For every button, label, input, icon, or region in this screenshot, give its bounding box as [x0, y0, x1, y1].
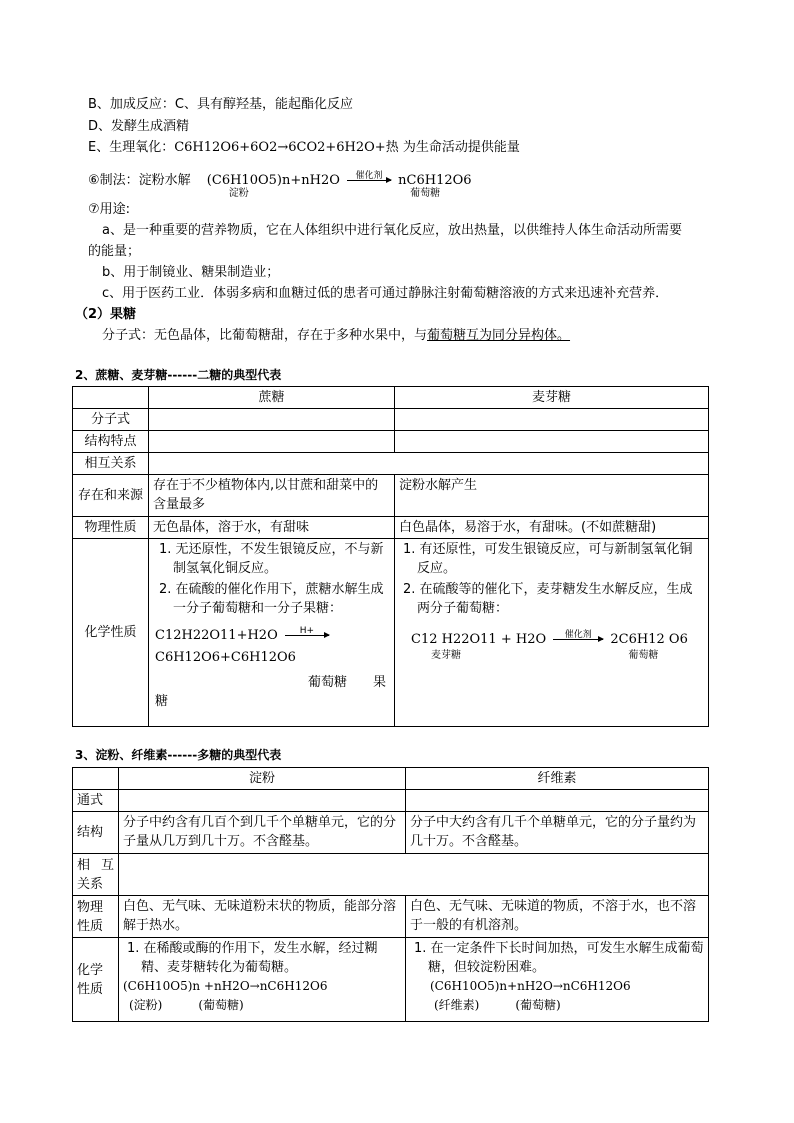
origin-maltose: 淀粉水解产生 [395, 475, 709, 517]
header-maltose: 麦芽糖 [395, 387, 709, 409]
prep-lhs-sub: 淀粉 [228, 188, 249, 199]
chem-cellulose-eq: (C6H10O5)n+nH2O→nC6H12O6 [430, 979, 631, 993]
prep-label: ⑥制法：淀粉水解 [88, 173, 191, 188]
maltose-lhs-sub: 麦芽糖 [431, 650, 461, 661]
use-a-line1: a、是一种重要的营养物质，它在人体组织中进行氧化反应，放出热量，以供维持人体生命活动所需要 [102, 223, 682, 238]
prep-lhs-group [206, 172, 340, 199]
prep-catalyst: 催化剂 [355, 171, 383, 181]
phys-starch: 白色、无气味、无味道粉末状的物质，能部分溶解于热水。 [119, 896, 406, 938]
fructose-isomer: 葡萄糖互为同分异构体。 [427, 328, 571, 343]
row-label-origin: 存在和来源 [73, 475, 149, 517]
table-row [73, 938, 709, 1022]
chem-starch-1: 1. 在稀酸或酶的作用下，发生水解，经过糊精、麦芽糖转化为葡萄糖。 [127, 941, 378, 975]
table-row [73, 453, 709, 475]
phys-cellulose: 白色、无气味、无味道的物质，不溶于水，也不溶于一般的有机溶剂。 [406, 896, 709, 938]
phys-sucrose: 无色晶体，溶于水，有甜味 [149, 517, 395, 539]
header-cellulose: 纤维素 [406, 768, 709, 790]
cell-empty [149, 431, 395, 453]
prep-arrow [347, 171, 391, 181]
fructose-text [102, 327, 570, 345]
uses-label: ⑦用途: [88, 202, 131, 217]
chem-maltose-2: 2. 在硫酸等的催化下，麦芽糖发生水解反应，生成两分子葡萄糖： [403, 582, 693, 616]
table-row [73, 854, 709, 896]
cell-empty [119, 854, 709, 896]
sucrose-catalyst: H+ [299, 626, 315, 636]
chem-sucrose [149, 539, 395, 727]
disaccharide-table [72, 386, 709, 727]
use-b: b、用于制镜业、糖果制造业； [102, 265, 280, 280]
struct-cellulose: 分子中大约含有几千个单糖单元，它的分子量约为几十万。不含醛基。 [406, 812, 709, 854]
table-row [73, 539, 709, 727]
chem-starch-names: (淀粉) (葡萄糖) [129, 998, 244, 1012]
chem-sucrose-2: 2. 在硫酸的催化作用下，蔗糖水解生成一分子葡萄糖和一分子果糖： [159, 582, 384, 616]
table-row [73, 475, 709, 517]
chem-maltose [395, 539, 709, 727]
chem-starch [119, 938, 406, 1022]
line-preparation [88, 172, 472, 202]
cell-empty [119, 790, 406, 812]
row-label-formula: 通式 [73, 790, 119, 812]
polysaccharide-table [72, 767, 709, 1022]
table-row [73, 517, 709, 539]
row-label-relation: 相互关系 [73, 453, 149, 475]
maltose-lhs-group [411, 630, 547, 661]
row-label-physical: 物理性质 [73, 517, 149, 539]
fructose-desc: 分子式：无色晶体，比葡萄糖甜，存在于多种水果中，与 [102, 328, 428, 343]
cell-empty [149, 453, 709, 475]
sucrose-arrow [285, 626, 329, 636]
e-formula: C6H12O6+6O2→6CO2+6H2O+热 [174, 140, 399, 155]
struct-starch: 分子中约含有几百个到几千个单糖单元，它的分子量从几万到几十万。不含醛基。 [119, 812, 406, 854]
line-d-fermentation: D、发酵生成酒精 [88, 119, 190, 134]
chem-maltose-1: 1. 有还原性，可发生银镜反应，可与新制氢氧化铜反应。 [403, 542, 693, 576]
row-label-physical: 物理性质 [73, 896, 119, 938]
e-prefix: E、生理氧化： [88, 140, 175, 155]
use-c: c、用于医药工业．体弱多病和血糖过低的患者可通过静脉注射葡萄糖溶液的方式来迅速补充营养． [102, 286, 669, 301]
maltose-lhs: C12 H22O11 + H2O [411, 632, 547, 647]
maltose-rhs-group [610, 630, 688, 661]
line-e-oxidation [88, 139, 520, 157]
cell-empty [406, 790, 709, 812]
origin-sucrose: 存在于不少植物体内,以甘蔗和甜菜中的含量最多 [149, 475, 395, 517]
line-b-addition: B、加成反应：C、具有醇羟基，能起酯化反应 [88, 97, 353, 112]
chem-cellulose-1: 1. 在一定条件下长时间加热，可发生水解生成葡萄糖，但较淀粉困难。 [414, 941, 704, 975]
chem-sucrose-names1: 葡萄糖 果 [307, 675, 386, 690]
prep-rhs-sub: 葡萄糖 [410, 188, 441, 199]
table-row [73, 387, 709, 409]
table-row [73, 409, 709, 431]
section2-heading: 2、蔗糖、麦芽糖------二糖的典型代表 [75, 368, 282, 382]
section3-heading: 3、淀粉、纤维素------多糖的典型代表 [75, 748, 282, 762]
chem-sucrose-1: 1. 无还原性，不发生银镜反应，不与新制氢氧化铜反应。 [159, 542, 384, 576]
maltose-rhs-sub: 葡萄糖 [628, 650, 659, 661]
prep-rhs-group [398, 172, 472, 199]
row-label-structure: 结构特点 [73, 431, 149, 453]
maltose-arrow [553, 630, 603, 640]
header-empty [73, 768, 119, 790]
table-row [73, 431, 709, 453]
header-sucrose: 蔗糖 [149, 387, 395, 409]
cell-empty [149, 409, 395, 431]
use-a-line2: 的能量； [88, 244, 141, 259]
chem-sucrose-eq1: C12H22O11+H2O [155, 628, 278, 643]
chem-sucrose-eq2: C6H12O6+C6H12O6 [155, 650, 296, 665]
cell-empty [395, 409, 709, 431]
chem-starch-eq: (C6H10O5)n +nH2O→nC6H12O6 [123, 979, 328, 993]
cell-empty [395, 431, 709, 453]
row-label-formula: 分子式 [73, 409, 149, 431]
prep-lhs: (C6H10O5)n+nH2O [206, 173, 340, 188]
header-starch: 淀粉 [119, 768, 406, 790]
chem-sucrose-eq-line1 [155, 626, 390, 648]
row-label-chemical: 化学性质 [73, 938, 119, 1022]
maltose-rhs: 2C6H12 O6 [610, 632, 688, 647]
table-row [73, 896, 709, 938]
chem-cellulose [406, 938, 709, 1022]
table-row [73, 790, 709, 812]
chem-maltose-eq [411, 630, 704, 666]
chem-sucrose-names2: 糖 [155, 694, 169, 709]
row-label-chemical: 化学性质 [73, 539, 149, 727]
maltose-catalyst: 催化剂 [564, 630, 592, 640]
row-label-structure: 结构 [73, 812, 119, 854]
header-empty [73, 387, 149, 409]
e-suffix: 为生命活动提供能量 [398, 140, 520, 155]
fructose-heading: （2）果糖 [75, 307, 137, 322]
table-row [73, 768, 709, 790]
row-label-relation: 相互关系 [73, 854, 119, 896]
table-row [73, 812, 709, 854]
prep-rhs: nC6H12O6 [398, 173, 472, 188]
chem-cellulose-names: (纤维素) (葡萄糖) [434, 998, 561, 1012]
phys-maltose: 白色晶体，易溶于水，有甜味。(不如蔗糖甜) [395, 517, 709, 539]
